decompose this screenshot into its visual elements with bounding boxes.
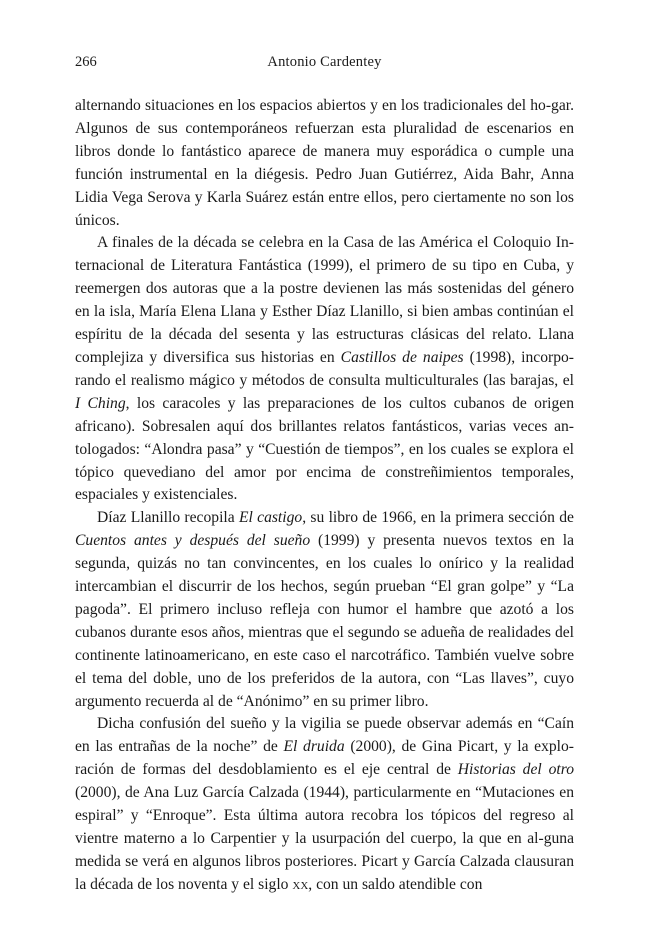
italic-title: I Ching — [75, 394, 126, 412]
text-run: xx — [292, 875, 309, 893]
text-run: alternando situaciones en los espacios abiertos y en los tradicionales del ho-gar. Algunos de sus contemporáneos refuerzan esta pluralidad de escenarios en libros donde lo fantástico aparece de manera muy esporádica o cumple una función instrumental en la diégesis. Pedro Juan Gutiérrez, Aida Bahr, Anna Lidia Vega Serova y Karla Suárez están entre ellos, pero ciertamente no son los únicos. — [75, 97, 574, 229]
text-run: (1999) y presenta nuevos textos en la segunda, quizás no tan convincentes, en los cuales lo onírico y la realidad intercambian el discurrir de los hechos, según prueban “El gran golpe” y “La pagoda”. El primero incluso refleja con humor el hambre que azotó a los cubanos durante esos años, mientras que el segundo se adueña de realidades del continente latinoamericano, en este caso el narcotráfico. También vuelve sobre el tema del doble, uno de los preferidos de la autora, con “Las llaves”, cuyo argumento recuerda al de “Anónimo” en su primer libro. — [75, 532, 574, 710]
paragraph — [75, 232, 574, 507]
text-run: (2000), de Gina Picart, y la explo-ración de formas del desdoblamiento es el eje central de — [75, 738, 575, 779]
text-run: Dicha confusión del sueño y la vigilia se puede observar además en “Caín en las entrañas de la noche” de — [75, 715, 574, 756]
italic-title: Cuentos antes y después del sueño — [75, 532, 311, 550]
paragraph — [75, 95, 574, 232]
text-run: Díaz Llanillo recopila — [97, 509, 239, 527]
italic-title: El druida — [283, 738, 345, 756]
page-number: 266 — [75, 54, 97, 70]
text-run: , los caracoles y las preparaciones de los cultos cubanos de origen africano). Sobresalen aquí dos brillantes relatos fantásticos, varias veces an-tologados: “Alondra pasa” y “Cuestión de tiempos”, en los cuales se explora el tópico quevediano del amor por encima de constreñimientos temporales, espaciales y existenciales. — [75, 394, 574, 504]
text-run: (2000), de Ana Luz García Calzada (1944), particularmente en “Mutaciones en espiral” y “Enroque”. Esta última autora recobra los tópicos del regreso al vientre materno a lo Carpentier y la usurpación del cuerpo, la que en al-guna medida se verá en algunos libros posteriores. Picart y García Calzada clausuran la década de los noventa y el siglo — [75, 784, 574, 893]
page-header — [75, 54, 574, 74]
italic-title: El castigo — [238, 509, 303, 527]
italic-title: Historias del otro — [457, 761, 574, 779]
text-run: , con un saldo atendible con — [308, 875, 483, 893]
paragraph — [75, 507, 574, 713]
text-run: A finales de la década se celebra en la Casa de las América el Coloquio In-ternacional de Literatura Fantástica (1999), el primero de su tipo en Cuba, y reemergen dos autoras que a la postre devienen las más sostenidas del género en la isla, María Elena Llana y Esther Díaz Llanillo, si bien ambas continúan el espíritu de la década del sesenta y las estructuras clásicas del relato. Llana complejiza y diversifica sus historias en — [75, 234, 574, 366]
body-text — [75, 95, 574, 897]
italic-title: Castillos de naipes — [340, 348, 464, 366]
text-run: (1998), incorpo-rando el realismo mágico y métodos de consulta multiculturales (las barajas, el — [75, 348, 574, 389]
paragraph — [75, 713, 574, 896]
running-head: Antonio Cardentey — [267, 54, 382, 70]
text-run: , su libro de 1966, en la primera sección de — [302, 509, 574, 527]
